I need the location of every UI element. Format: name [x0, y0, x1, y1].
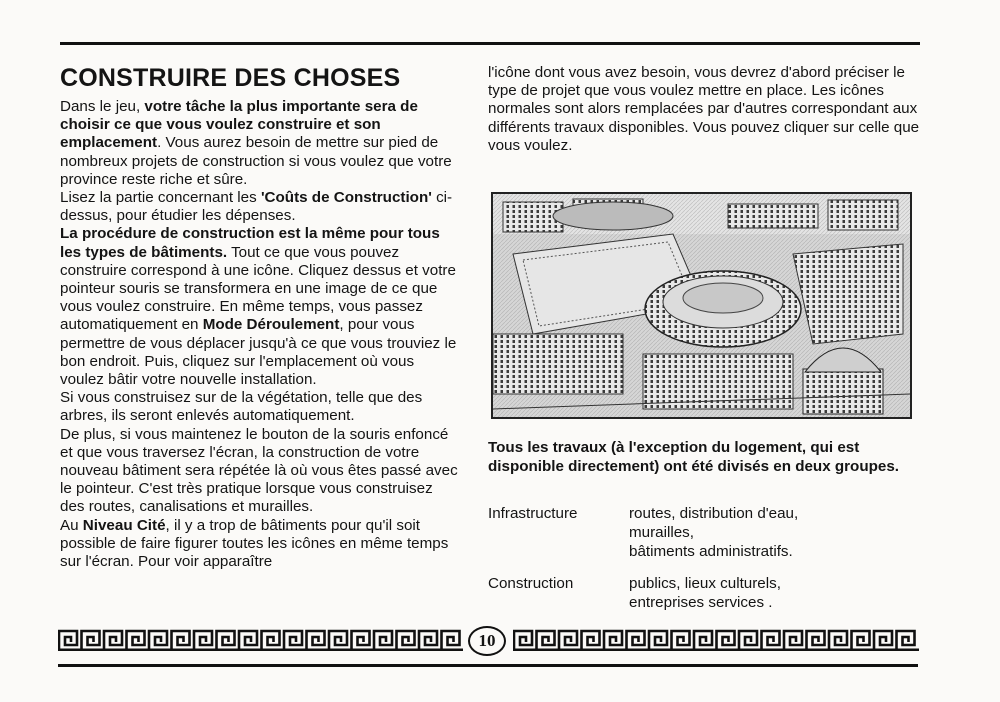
text-run: ci-dessus, pour étudier les dépenses.	[60, 189, 453, 225]
bold-run: Mode Déroulement	[202, 316, 340, 334]
bold-run: votre tâche la plus importante sera de choisir ce que vous voulez construire et son emplacement	[60, 98, 418, 152]
group-item: publics, lieux culturels,	[629, 575, 781, 592]
text-run: , il y a trop de bâtiments pour qu'il soit possible de faire figurer toutes les icônes en même temps sur l'écran. Pour voir apparaître	[60, 516, 449, 571]
greek-key-border-right	[513, 629, 919, 651]
group-items	[629, 574, 928, 612]
group-items	[629, 504, 928, 561]
page-number: 10	[468, 626, 506, 656]
paragraph-drag: De plus, si vous maintenez le bouton de la souris enfoncé et que vous traversez l'écran, la construction de votre nouveau bâtiment sera répétée là où vous êtes passé avec le pointeur. C'est très pratique lorsque vous construisez des routes, canalisations et murailles.	[60, 425, 458, 516]
figure-caption: Tous les travaux (à l'exception du logement, qui est disponible directement) ont été divisés en deux groupes.	[488, 439, 899, 475]
paragraph-icons: l'icône dont vous avez besoin, vous devrez d'abord préciser le type de projet que vous voulez mettre en place. Les icônes normales sont alors remplacées par d'autres correspondant aux différents travaux disponibles. Vous pouvez cliquer sur celle que vous voulez.	[488, 64, 920, 154]
group-infrastructure	[488, 504, 928, 561]
paragraph-vegetation: Si vous construisez sur de la végétation, telle que des arbres, ils seront enlevés automatiquement.	[60, 389, 423, 425]
text-run: , pour vous permettre de vous déplacer jusqu'à ce que vous trouviez le bon endroit. Puis, cliquez sur l'emplacement où vous voulez bâtir votre nouvelle installation.	[60, 316, 457, 389]
paragraph-city-level	[60, 517, 460, 572]
page-title: CONSTRUIRE DES CHOSES	[60, 64, 401, 92]
group-item: routes, distribution d'eau,	[629, 505, 799, 522]
paragraph-intro	[60, 98, 460, 189]
group-item: murailles,	[629, 524, 694, 541]
meander-baseline	[58, 649, 463, 652]
work-groups	[488, 504, 928, 612]
bold-run: La procédure de construction est la même pour tous les types de bâtiments.	[60, 225, 440, 261]
paragraph-costs	[60, 189, 460, 225]
text-run: . Vous aurez besoin de mettre sur pied de nombreux projets de construction si vous voulez que votre province reste riche et sûre.	[60, 134, 452, 188]
top-rule	[60, 42, 920, 45]
meander-pattern	[59, 631, 460, 649]
group-construction	[488, 574, 928, 612]
group-item: bâtiments administratifs.	[629, 543, 793, 560]
bottom-rule	[58, 664, 918, 667]
text-run: Au	[60, 516, 83, 534]
group-item: entreprises services .	[629, 594, 773, 611]
group-label: Construction	[488, 575, 574, 592]
text-run: Dans le jeu,	[60, 98, 145, 115]
right-column	[488, 64, 928, 155]
group-label: Infrastructure	[488, 505, 578, 522]
meander-baseline	[513, 649, 919, 652]
meander-pattern	[514, 631, 915, 649]
bold-run: Niveau Cité	[82, 516, 166, 534]
text-run: Lisez la partie concernant les	[60, 189, 261, 207]
left-column	[60, 64, 460, 571]
paragraph-procedure	[60, 225, 460, 389]
greek-key-border-left	[58, 629, 463, 651]
ancient-rome-illustration	[491, 192, 912, 419]
bold-run: 'Coûts de Construction'	[260, 189, 432, 207]
text-run: Tout ce que vous pouvez construire correspond à une icône. Cliquez dessus et votre pointeur souris se transformera en une image de ce que vous voulez construire. En même temps, vous passez automatiquement en	[60, 243, 456, 334]
